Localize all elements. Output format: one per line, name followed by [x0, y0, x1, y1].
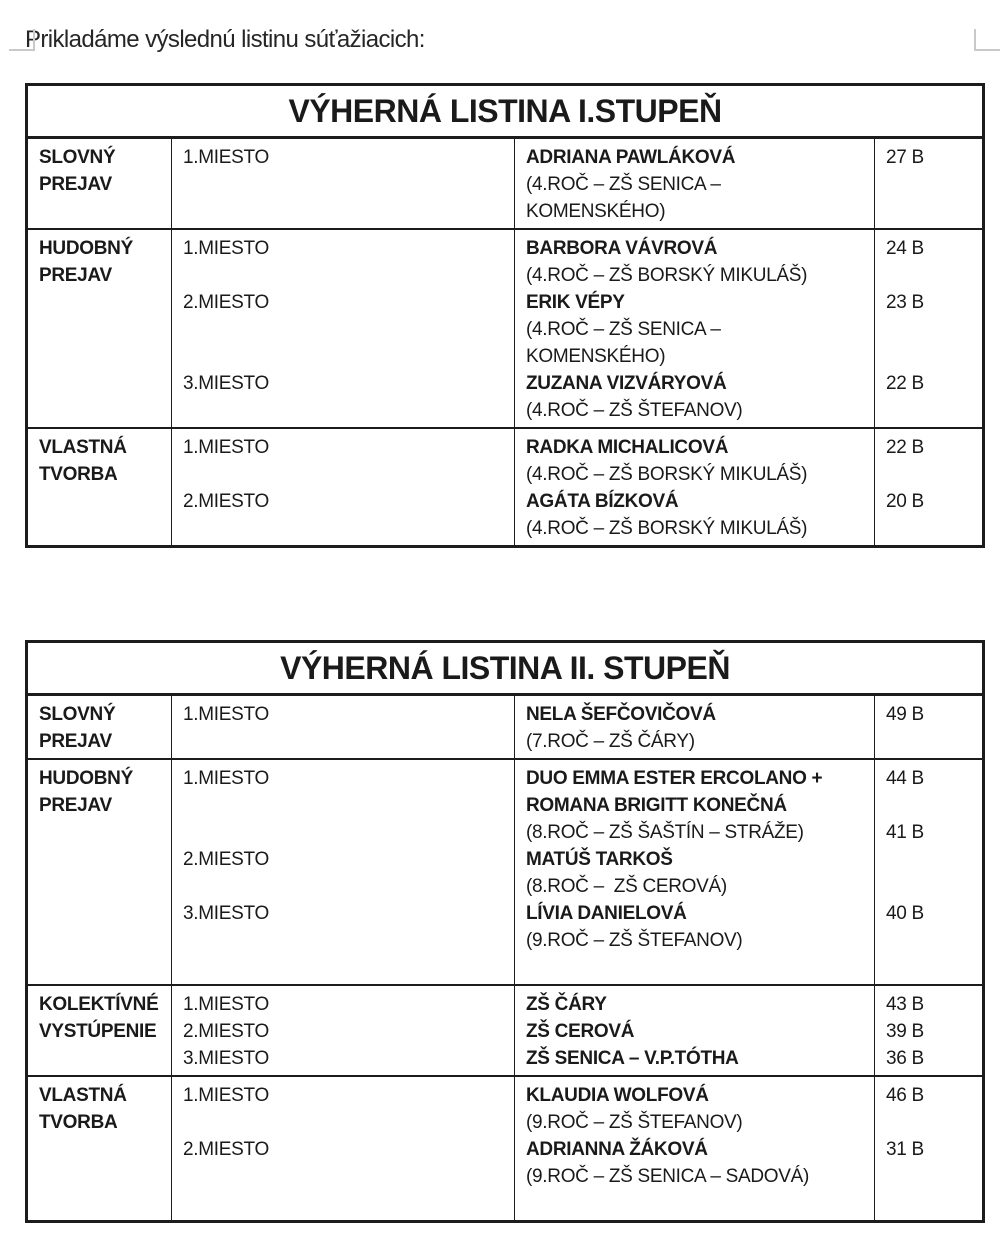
place-label: 1.MIESTO	[183, 704, 269, 725]
points-value	[886, 873, 978, 900]
points-value	[886, 846, 978, 873]
category-label: KOLEKTÍVNÉ	[39, 994, 159, 1015]
winner-name: ZŠ CEROVÁ	[526, 1021, 635, 1042]
document-page	[0, 26, 1000, 1238]
place-label	[183, 954, 510, 981]
points-value: 40 B	[886, 903, 924, 924]
intro-text: Prikladáme výslednú listinu súťažiacich:	[25, 26, 425, 53]
place-label: 1.MIESTO	[183, 768, 269, 789]
winner-name: DUO EMMA ESTER ERCOLANO +	[526, 768, 823, 789]
winner-school: (8.ROČ – ZŠ CEROVÁ)	[526, 876, 727, 897]
points-value	[886, 792, 978, 819]
winner-name: ZUZANA VIZVÁRYOVÁ	[526, 373, 727, 394]
category-label: TVORBA	[39, 464, 118, 485]
place-label: 3.MIESTO	[183, 373, 269, 394]
place-label: 2.MIESTO	[183, 1021, 269, 1042]
points-value	[886, 397, 978, 424]
points-value	[886, 1163, 978, 1190]
winner-school: (4.ROČ – ZŠ BORSKÝ MIKULÁŠ)	[526, 464, 808, 485]
place-label: 2.MIESTO	[183, 491, 269, 512]
place-label	[183, 316, 510, 343]
points-value	[886, 728, 978, 755]
place-label	[183, 397, 510, 424]
table-title-row	[27, 642, 984, 695]
winner-name: ERIK VÉPY	[526, 292, 625, 313]
category-label: PREJAV	[39, 265, 112, 286]
winner-school: (9.ROČ – ZŠ ŠTEFANOV)	[526, 1112, 743, 1133]
category-label: PREJAV	[39, 731, 112, 752]
table-row	[27, 229, 984, 428]
table-title-row	[27, 85, 984, 138]
points-cell	[875, 229, 984, 428]
points-value: 22 B	[886, 437, 924, 458]
points-value	[886, 171, 978, 198]
place-label	[183, 515, 510, 542]
points-value	[886, 927, 978, 954]
place-label: 2.MIESTO	[183, 849, 269, 870]
category-cell	[27, 428, 172, 547]
place-cell	[172, 759, 515, 985]
place-label	[183, 1163, 510, 1190]
points-value	[886, 343, 978, 370]
place-cell	[172, 695, 515, 760]
place-label	[183, 1109, 510, 1136]
crop-mark-top-right-icon	[974, 29, 1000, 51]
points-value: 20 B	[886, 491, 924, 512]
winner-school: (4.ROČ – ZŠ ŠTEFANOV)	[526, 400, 743, 421]
points-value	[886, 515, 978, 542]
category-label: TVORBA	[39, 1112, 118, 1133]
place-label: 1.MIESTO	[183, 437, 269, 458]
table-title: VÝHERNÁ LISTINA II. STUPEŇ	[27, 642, 984, 695]
place-label	[183, 873, 510, 900]
table-row	[27, 1076, 984, 1222]
category-cell	[27, 759, 172, 985]
table-row	[27, 428, 984, 547]
place-label: 3.MIESTO	[183, 1048, 269, 1069]
category-label: HUDOBNÝ	[39, 238, 133, 259]
winner-cell	[515, 759, 875, 985]
place-label	[183, 1190, 510, 1217]
points-cell	[875, 138, 984, 230]
winner-cell	[515, 985, 875, 1076]
place-label	[183, 262, 510, 289]
winner-name: KLAUDIA WOLFOVÁ	[526, 1085, 709, 1106]
table-row	[27, 985, 984, 1076]
points-value: 43 B	[886, 994, 924, 1015]
points-cell	[875, 428, 984, 547]
place-label	[183, 198, 510, 225]
winner-name: LÍVIA DANIELOVÁ	[526, 903, 687, 924]
place-label	[183, 343, 510, 370]
points-value: 31 B	[886, 1139, 924, 1160]
winner-school: (4.ROČ – ZŠ SENICA –	[526, 319, 721, 340]
place-label: 1.MIESTO	[183, 1085, 269, 1106]
place-label: 1.MIESTO	[183, 994, 269, 1015]
place-cell	[172, 229, 515, 428]
winner-school: (9.ROČ – ZŠ ŠTEFANOV)	[526, 930, 743, 951]
table-row	[27, 138, 984, 230]
points-value: 41 B	[886, 822, 924, 843]
points-cell	[875, 695, 984, 760]
winner-school	[526, 954, 870, 981]
winner-name: BARBORA VÁVROVÁ	[526, 238, 718, 259]
category-cell	[27, 229, 172, 428]
points-value	[886, 954, 978, 981]
place-label: 1.MIESTO	[183, 238, 269, 259]
winner-name: ADRIANNA ŽÁKOVÁ	[526, 1139, 708, 1160]
place-label: 1.MIESTO	[183, 147, 269, 168]
points-value: 27 B	[886, 147, 924, 168]
category-label: VLASTNÁ	[39, 437, 127, 458]
place-cell	[172, 428, 515, 547]
results-table	[25, 83, 985, 548]
winner-cell	[515, 1076, 875, 1222]
place-label	[183, 461, 510, 488]
table-row	[27, 759, 984, 985]
winner-name: AGÁTA BÍZKOVÁ	[526, 491, 679, 512]
points-value: 23 B	[886, 292, 924, 313]
category-label: HUDOBNÝ	[39, 768, 133, 789]
winner-school: (4.ROČ – ZŠ SENICA –	[526, 174, 721, 195]
winner-school: (9.ROČ – ZŠ SENICA – SADOVÁ)	[526, 1166, 810, 1187]
category-cell	[27, 1076, 172, 1222]
category-label: PREJAV	[39, 174, 112, 195]
winner-school: (4.ROČ – ZŠ BORSKÝ MIKULÁŠ)	[526, 518, 808, 539]
points-value: 49 B	[886, 704, 924, 725]
winner-school	[526, 1190, 870, 1217]
points-value: 22 B	[886, 373, 924, 394]
points-value: 44 B	[886, 768, 924, 789]
place-label	[183, 927, 510, 954]
winner-school: KOMENSKÉHO)	[526, 346, 666, 367]
points-value: 39 B	[886, 1021, 924, 1042]
points-value	[886, 262, 978, 289]
table-row	[27, 695, 984, 760]
crop-mark-top-left-icon	[9, 29, 35, 51]
winner-school: KOMENSKÉHO)	[526, 201, 666, 222]
points-cell	[875, 985, 984, 1076]
place-label: 3.MIESTO	[183, 903, 269, 924]
winner-cell	[515, 138, 875, 230]
results-tables-container	[0, 83, 1000, 1223]
category-label: VLASTNÁ	[39, 1085, 127, 1106]
winner-school: (7.ROČ – ZŠ ČÁRY)	[526, 731, 695, 752]
category-label: SLOVNÝ	[39, 147, 116, 168]
points-value	[886, 1190, 978, 1217]
place-cell	[172, 1076, 515, 1222]
category-cell	[27, 138, 172, 230]
points-value	[886, 461, 978, 488]
place-cell	[172, 138, 515, 230]
winner-cell	[515, 695, 875, 760]
points-value	[886, 198, 978, 225]
winner-name: RADKA MICHALICOVÁ	[526, 437, 729, 458]
category-label: VYSTÚPENIE	[39, 1021, 157, 1042]
winner-name: ADRIANA PAWLÁKOVÁ	[526, 147, 736, 168]
winner-name: ZŠ SENICA – V.P.TÓTHA	[526, 1048, 739, 1069]
points-value: 36 B	[886, 1048, 924, 1069]
points-value: 46 B	[886, 1085, 924, 1106]
winner-cell	[515, 428, 875, 547]
results-table	[25, 640, 985, 1223]
winner-school: (8.ROČ – ZŠ ŠAŠTÍN – STRÁŽE)	[526, 822, 804, 843]
category-label: PREJAV	[39, 795, 112, 816]
winner-name: MATÚŠ TARKOŠ	[526, 849, 673, 870]
winner-name: NELA ŠEFČOVIČOVÁ	[526, 704, 716, 725]
place-label: 2.MIESTO	[183, 1139, 269, 1160]
table-title: VÝHERNÁ LISTINA I.STUPEŇ	[27, 85, 984, 138]
category-label: SLOVNÝ	[39, 704, 116, 725]
winner-school: (4.ROČ – ZŠ BORSKÝ MIKULÁŠ)	[526, 265, 808, 286]
winner-cell	[515, 229, 875, 428]
points-value	[886, 1109, 978, 1136]
place-label: 2.MIESTO	[183, 292, 269, 313]
place-label	[183, 171, 510, 198]
category-cell	[27, 695, 172, 760]
points-cell	[875, 1076, 984, 1222]
place-cell	[172, 985, 515, 1076]
category-cell	[27, 985, 172, 1076]
place-label	[183, 819, 510, 846]
place-label	[183, 792, 510, 819]
points-value: 24 B	[886, 238, 924, 259]
points-cell	[875, 759, 984, 985]
points-value	[886, 316, 978, 343]
place-label	[183, 728, 510, 755]
winner-name: ROMANA BRIGITT KONEČNÁ	[526, 795, 787, 816]
winner-name: ZŠ ČÁRY	[526, 994, 607, 1015]
